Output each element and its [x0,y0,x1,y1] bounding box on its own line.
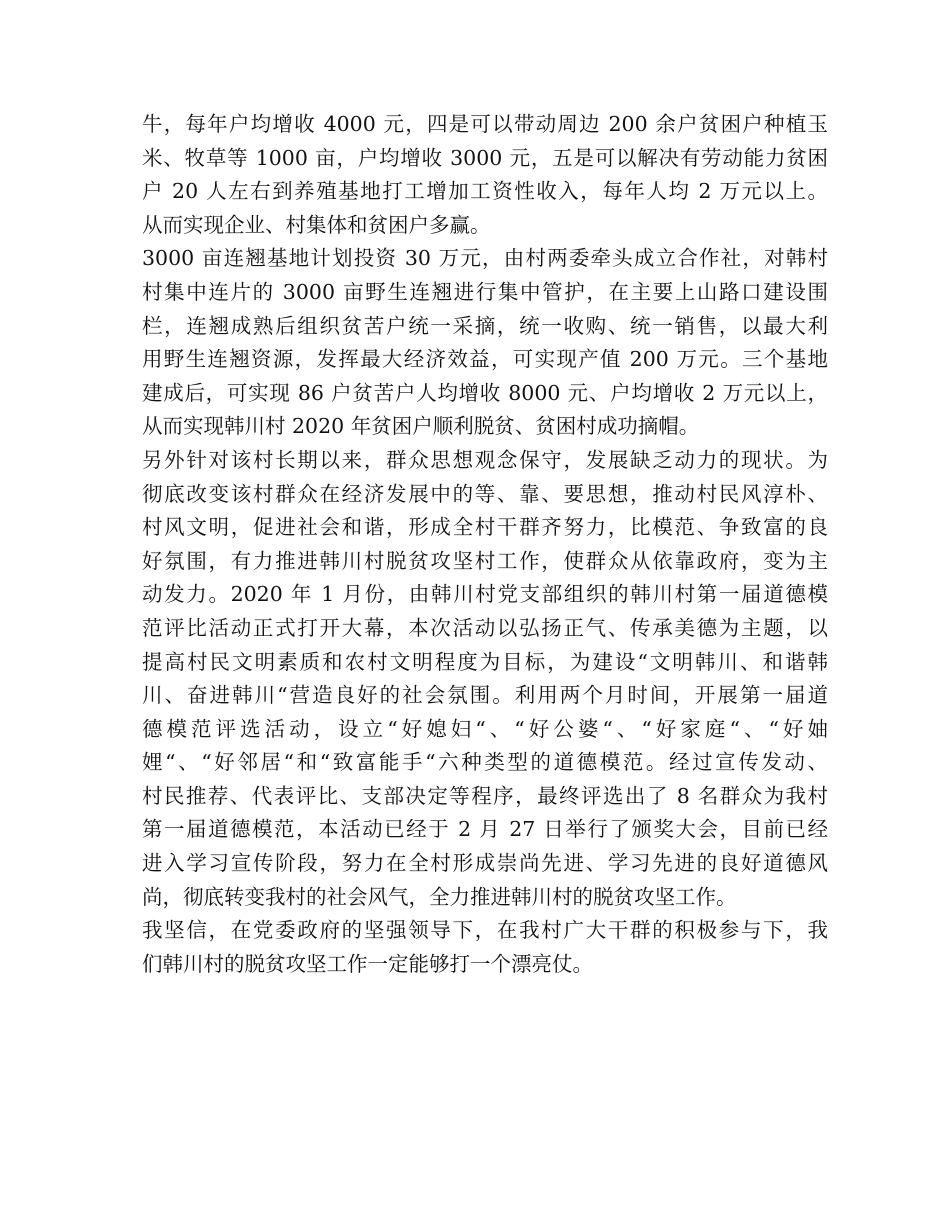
document-body [142,108,828,981]
text-line: 村风文明，促进社会和谐，形成全村干群齐努力，比模范、争致富的良 [142,515,828,540]
text-line: 娌“、“好邻居“和“致富能手“六种类型的道德模范。经过宣传发动、 [142,750,828,775]
paragraph-conclusion [142,914,828,981]
text-line: 村民推荐、代表评比、支部决定等程序，最终评选出了 8 名群众为我村 [142,783,828,808]
text-line: 彻底改变该村群众在经济发展中的等、靠、要思想，推动村民风淳朴、 [142,481,828,506]
text-line: 村集中连片的 3000 亩野生连翘进行集中管护，在主要上山路口建设围 [142,279,828,304]
text-line: 另外针对该村长期以来，群众思想观念保守，发展缺乏动力的现状。为 [142,447,828,472]
text-line: 户 20 人左右到养殖基地打工增加工资性收入，每年人均 2 万元以上。 [142,179,828,204]
paragraph-moral-models [142,444,828,914]
text-line: 牛，每年户均增收 4000 元，四是可以带动周边 200 余户贫困户种植玉 [142,112,828,136]
text-line: 动发力。2020 年 1 月份，由韩川村党支部组织的韩川村第一届道德模 [142,582,828,607]
text-line: 米、牧草等 1000 亩，户均增收 3000 元，五是可以解决有劳动能力贫困 [142,145,828,170]
text-line: 用野生连翘资源，发挥最大经济效益，可实现产值 200 万元。三个基地 [142,347,828,372]
text-line: 建成后，可实现 86 户贫苦户人均增收 8000 元、户均增收 2 万元以上， [142,380,828,405]
text-line: 提高村民文明素质和农村文明程度为目标，为建设“文明韩川、和谐韩 [142,649,828,674]
paragraph-forsythia-base [142,242,828,444]
text-line: 德模范评选活动，设立“好媳妇“、“好公婆“、“好家庭“、“好妯 [142,716,828,741]
text-line: 3000 亩连翘基地计划投资 30 万元，由村两委牵头成立合作社，对韩村 [142,246,828,271]
text-line: 从而实现韩川村 2020 年贫困户顺利脱贫、贫困村成功摘帽。 [142,414,700,439]
text-line: 栏，连翘成熟后组织贫苦户统一采摘，统一收购、统一销售，以最大利 [142,313,828,338]
paragraph-benefits [142,108,828,242]
text-line: 川、奋进韩川“营造良好的社会氛围。利用两个月时间，开展第一届道 [142,683,828,708]
text-line: 我坚信，在党委政府的坚强领导下，在我村广大干群的积极参与下，我 [142,918,828,943]
text-line: 好氛围，有力推进韩川村脱贫攻坚村工作，使群众从依靠政府，变为主 [142,548,828,573]
text-line: 们韩川村的脱贫攻坚工作一定能够打一个漂亮仗。 [142,951,593,976]
text-line: 从而实现企业、村集体和贫困户多赢。 [142,212,491,237]
text-line: 进入学习宣传阶段，努力在全村形成崇尚先进、学习先进的良好道德风 [142,851,828,876]
text-line: 范评比活动正式打开大幕，本次活动以弘扬正气、传承美德为主题，以 [142,615,828,640]
text-line: 尚，彻底转变我村的社会风气，全力推进韩川村的脱贫攻坚工作。 [142,884,737,909]
text-line: 第一届道德模范，本活动已经于 2 月 27 日举行了颁奖大会，目前已经 [142,817,828,842]
